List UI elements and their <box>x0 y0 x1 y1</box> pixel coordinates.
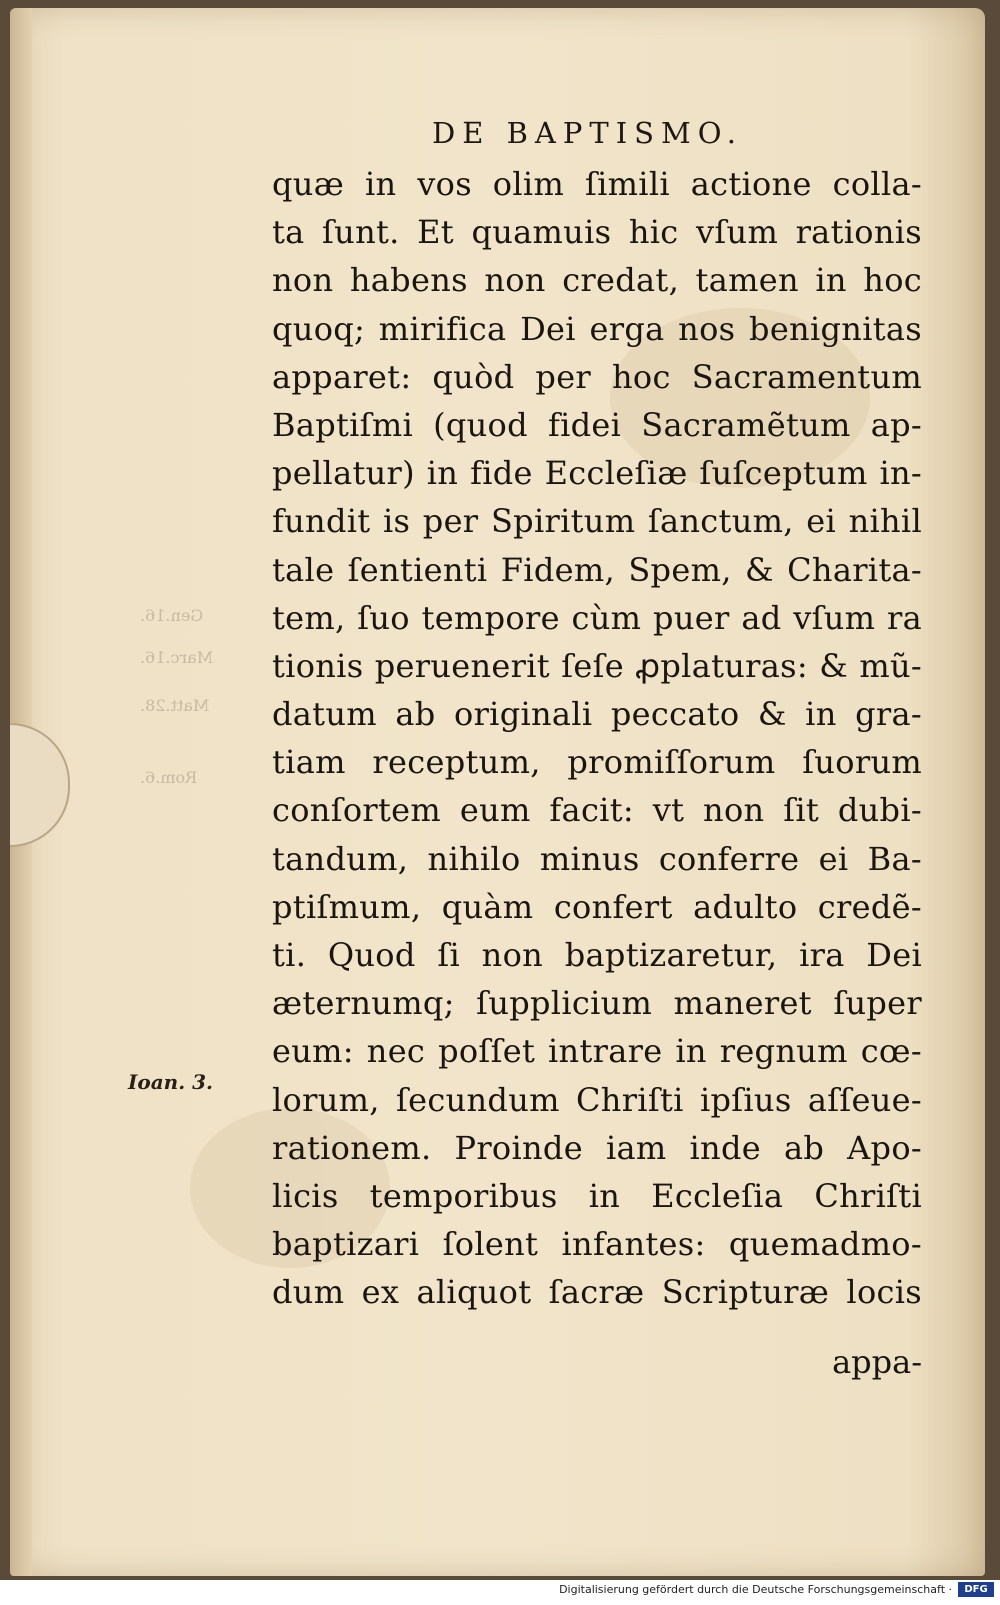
text-line: ta ſunt. Et quamuis hic vſum rationis <box>272 213 922 252</box>
text-line: Baptiſmi (quod fidei Sacramẽtum ap- <box>272 405 922 444</box>
text-line: datum ab originali peccato & in gra- <box>272 695 922 734</box>
text-line: tale ſentienti Fidem, Spem, & Charita- <box>272 550 922 589</box>
text-line: tem, ſuo tempore cùm puer ad vſum ra <box>272 598 922 637</box>
show-through-text: Marc.16. <box>140 648 214 667</box>
show-through-text: Rom.6. <box>140 768 198 787</box>
text-line: licis temporibus in Eccleſia Chriſti <box>272 1176 922 1215</box>
text-line: apparet: quòd per hoc Sacramentum <box>272 357 922 396</box>
text-line: quæ in vos olim ſimili actione colla- <box>272 165 922 203</box>
text-line: quoq; mirifica Dei erga nos benignitas <box>272 309 922 348</box>
text-line: rationem. Proinde iam inde ab Apo- <box>272 1128 922 1167</box>
text-line: lorum, ſecundum Chriſti ipſius aſſeue- <box>272 1080 922 1119</box>
text-line: conſortem eum facit: vt non ſit dubi- <box>272 791 922 830</box>
catchword: appa- <box>832 1343 922 1381</box>
text-line: fundit is per Spiritum ſanctum, ei nihil <box>272 502 922 541</box>
dfg-logo: DFG <box>958 1582 994 1597</box>
text-line: non habens non credat, tamen in hoc <box>272 261 922 300</box>
text-line: eum: nec poſſet intrare in regnum cœ- <box>272 1032 922 1071</box>
running-head: DE BAPTISMO. <box>431 116 744 150</box>
show-through-text: Gen.16. <box>140 606 204 625</box>
marginal-note: Ioan. 3. <box>128 1070 213 1094</box>
text-line: ti. Quod ſi non baptizaretur, ira Dei <box>272 936 922 974</box>
text-line: tiam receptum, promiſſorum ſuorum <box>272 743 922 782</box>
text-line: æternumq; ſupplicium maneret ſuper <box>272 984 922 1023</box>
funding-credit: Digitalisierung gefördert durch die Deutsche Forschungsgemeinschaft · <box>559 1583 952 1596</box>
text-line: ptiſmum, quàm confert adulto credẽ- <box>272 887 922 926</box>
text-line: baptizari ſolent infantes: quemadmo- <box>272 1225 922 1264</box>
text-line: pellatur) in fide Eccleſiæ ſuſceptum in- <box>272 454 922 493</box>
body-text <box>272 160 922 1317</box>
text-line: tandum, nihilo minus conferre ei Ba- <box>272 839 922 878</box>
digitization-footer <box>0 1580 1000 1605</box>
text-line: dum ex aliquot ſacræ Scripturæ locis <box>272 1273 922 1312</box>
page-tab-marker <box>10 723 70 847</box>
book-page <box>10 8 985 1576</box>
text-line: tionis peruenerit ſeſe ꝓplaturas: & mũ- <box>272 646 922 685</box>
show-through-text: Matt.28. <box>140 696 210 715</box>
